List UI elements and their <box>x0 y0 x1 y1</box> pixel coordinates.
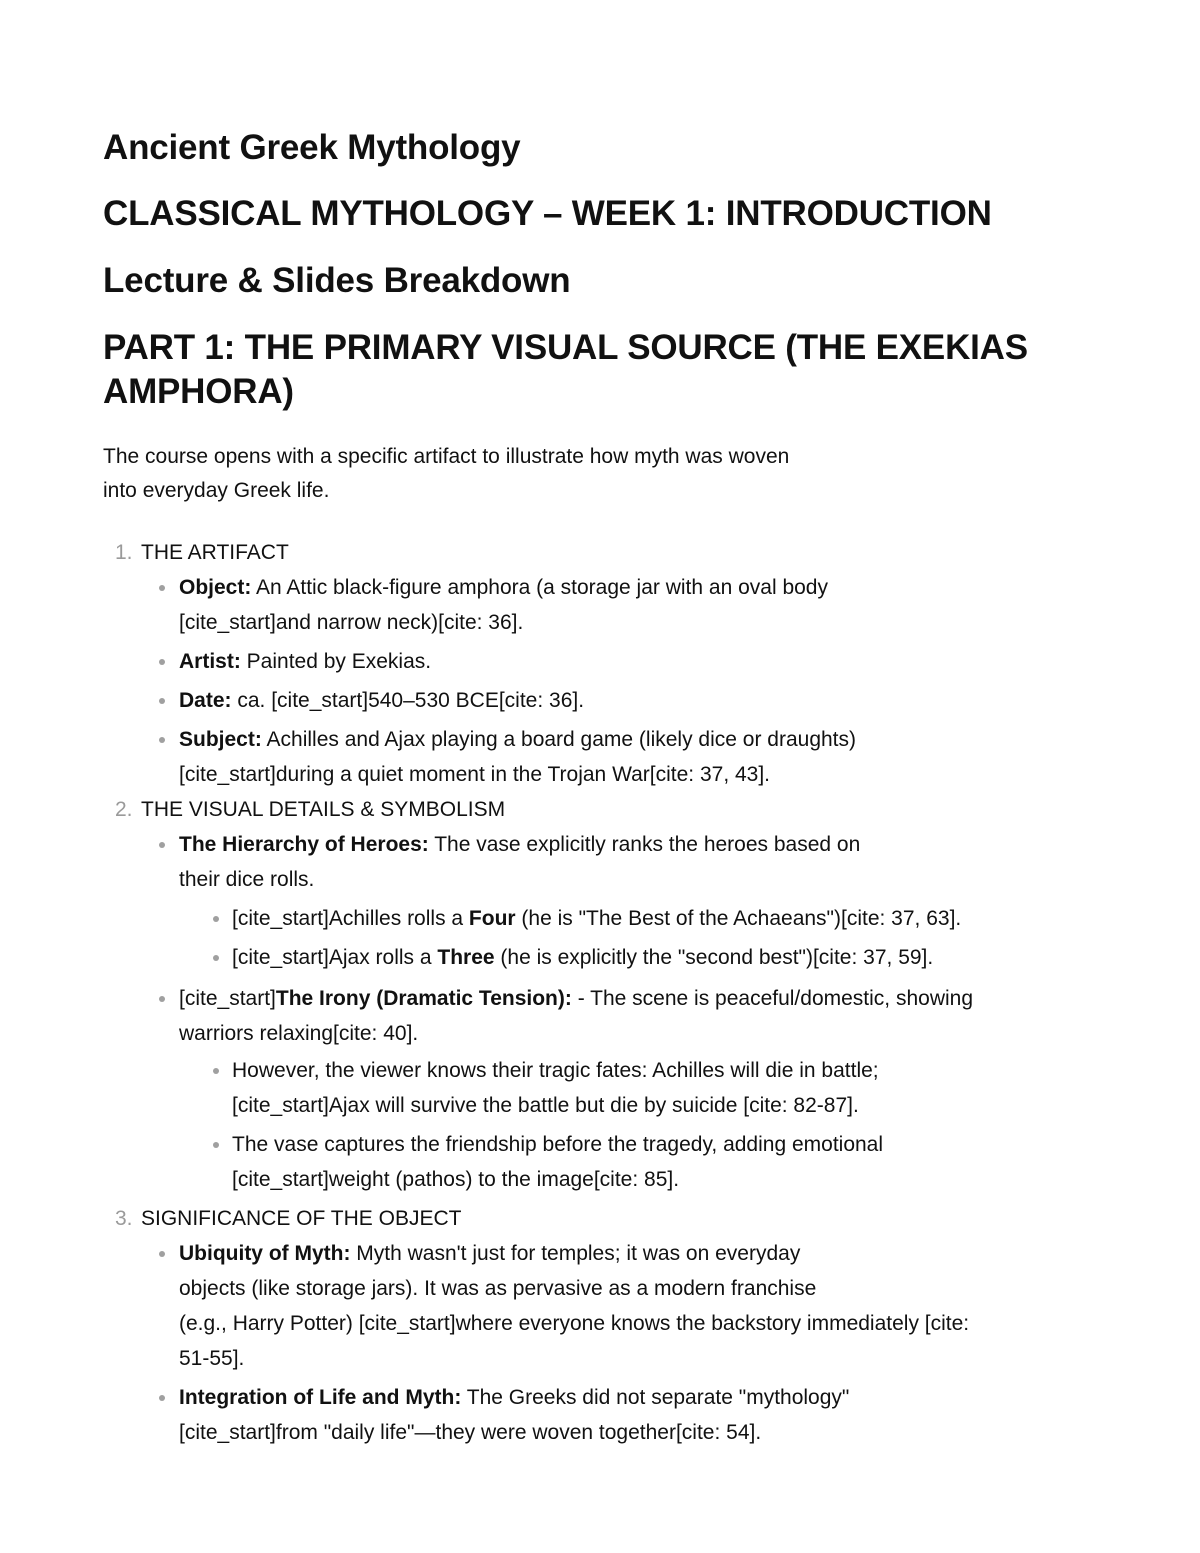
list-item: Object: An Attic black-figure amphora (a storage jar with an oval body [cite_start]and narrow neck)[cite: 36]. <box>103 570 1103 640</box>
list-item: Artist: Painted by Exekias. <box>103 644 1103 679</box>
list-section-significance <box>103 1201 1103 1450</box>
list-section-heading: 2. THE VISUAL DETAILS & SYMBOLISM <box>103 792 1103 827</box>
list-section-heading: 3. SIGNIFICANCE OF THE OBJECT <box>103 1201 1103 1236</box>
list-section-artifact <box>103 535 1103 792</box>
document-title: Ancient Greek Mythology <box>103 128 521 167</box>
list-section-visual-details <box>103 792 1103 1197</box>
list-item: Integration of Life and Myth: The Greeks did not separate "mythology" [cite_start]from "daily life"—they were woven together[cite: 54]. <box>103 1380 1103 1450</box>
list-item: Ubiquity of Myth: Myth wasn't just for temples; it was on everyday objects (like storage jars). It was as pervasive as a modern franchise (e.g., Harry Potter) [cite_start]where everyone knows the backstory immediately [cite: 51-55]. <box>103 1236 1103 1376</box>
sub-list-item: [cite_start]Ajax rolls a Three (he is explicitly the "second best")[cite: 37, 59]. <box>103 940 1103 975</box>
list-number: 3. <box>115 1207 133 1230</box>
sub-list-item: [cite_start]Achilles rolls a Four (he is "The Best of the Achaeans")[cite: 37, 63]. <box>103 901 1103 936</box>
sub-list-item: However, the viewer knows their tragic fates: Achilles will die in battle; [cite_start]Ajax will survive the battle but die by suicide [cite: 82-87]. <box>103 1053 1103 1123</box>
sub-list-item: The vase captures the friendship before the tragedy, adding emotional [cite_start]weight (pathos) to the image[cite: 85]. <box>103 1127 1103 1197</box>
numbered-list <box>103 535 1103 1450</box>
part-heading: PART 1: THE PRIMARY VISUAL SOURCE (THE EXEKIAS AMPHORA) <box>103 328 1028 411</box>
list-number: 2. <box>115 798 133 821</box>
course-subtitle: CLASSICAL MYTHOLOGY – WEEK 1: INTRODUCTION <box>103 194 992 233</box>
intro-paragraph: The course opens with a specific artifact to illustrate how myth was woven into everyday Greek life. <box>103 445 790 502</box>
list-item: Subject: Achilles and Ajax playing a board game (likely dice or draughts) [cite_start]during a quiet moment in the Trojan War[cite: 37, 43]. <box>103 722 1103 792</box>
section-heading: Lecture & Slides Breakdown <box>103 261 571 300</box>
list-item: Date: ca. [cite_start]540–530 BCE[cite: 36]. <box>103 683 1103 718</box>
list-item: The Hierarchy of Heroes: The vase explicitly ranks the heroes based on their dice rolls. <box>103 827 1103 897</box>
list-number: 1. <box>115 541 133 564</box>
list-item: [cite_start]The Irony (Dramatic Tension): - The scene is peaceful/domestic, showing warriors relaxing[cite: 40]. <box>103 981 1103 1051</box>
list-section-heading: 1. THE ARTIFACT <box>103 535 1103 570</box>
